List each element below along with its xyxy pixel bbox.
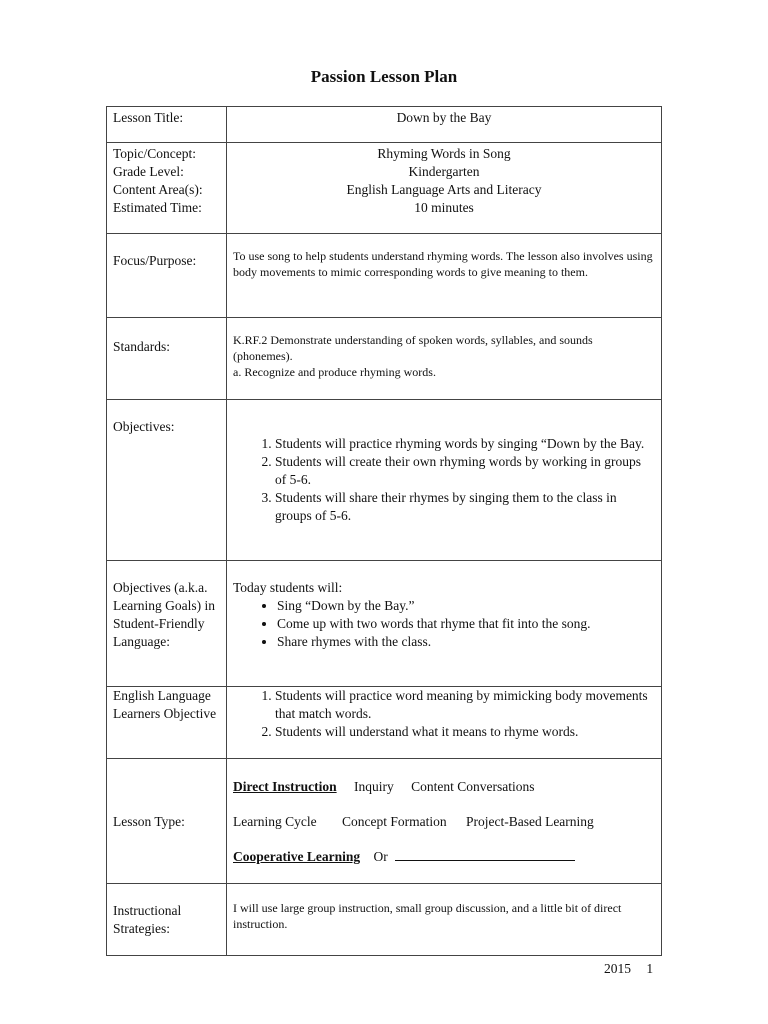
list-item: 1. Students will practice word meaning by mimicking body movements that match words. (275, 687, 655, 723)
lesson-type-content-conversations: Content Conversations (411, 779, 535, 794)
lesson-type-or: Or (373, 849, 388, 864)
lesson-title-value: Down by the Bay (227, 107, 662, 143)
standards-text (227, 318, 662, 400)
objectives-cell (227, 400, 662, 561)
standards-label: Standards: (107, 318, 227, 400)
lesson-type-learning-cycle: Learning Cycle (233, 814, 317, 829)
grade-level-label: Grade Level: (113, 164, 184, 179)
page-footer (604, 961, 665, 977)
objectives-label: Objectives: (107, 400, 227, 561)
estimated-time-label: Estimated Time: (113, 200, 202, 215)
list-item: • Sing “Down by the Bay.” (277, 597, 655, 615)
list-item: 2. Students will understand what it means to rhyme words. (275, 723, 655, 741)
table-row (107, 561, 662, 687)
lesson-type-row-2 (233, 813, 655, 831)
student-objectives-list (233, 597, 655, 651)
lesson-type-blank (395, 848, 575, 861)
ell-cell (227, 687, 662, 759)
table-row (107, 318, 662, 400)
standards-line-2: a. Recognize and produce rhyming words. (233, 365, 436, 379)
table-row (107, 687, 662, 759)
table-row (107, 107, 662, 143)
footer-year: 2015 (604, 961, 631, 976)
focus-label: Focus/Purpose: (107, 234, 227, 318)
student-objectives-cell (227, 561, 662, 687)
list-item: • Share rhymes with the class. (277, 633, 655, 651)
table-row (107, 759, 662, 884)
lesson-type-inquiry: Inquiry (354, 779, 394, 794)
table-row (107, 234, 662, 318)
list-item: • Come up with two words that rhyme that fit into the song. (277, 615, 655, 633)
list-item: 1. Students will practice rhyming words by singing “Down by the Bay. (275, 435, 655, 453)
topic-label: Topic/Concept: (113, 146, 197, 161)
table-row (107, 400, 662, 561)
topic-value: Rhyming Words in Song (377, 146, 511, 161)
table-row (107, 884, 662, 956)
table-row (107, 143, 662, 234)
grade-level-value: Kindergarten (408, 164, 480, 179)
list-item: 3. Students will share their rhymes by singing them to the class in groups of 5-6. (275, 489, 655, 525)
lesson-type-project-based: Project-Based Learning (465, 814, 594, 829)
lesson-plan-table (106, 106, 662, 956)
objectives-list (233, 435, 655, 525)
strategies-text: I will use large group instruction, small group discussion, and a little bit of direct instruction. (227, 884, 662, 956)
standards-line-1: K.RF.2 Demonstrate understanding of spoken words, syllables, and sounds (phonemes). (233, 333, 593, 363)
lesson-type-cell (227, 759, 662, 884)
topic-values (227, 143, 662, 234)
content-area-label: Content Area(s): (113, 182, 203, 197)
content-area-value: English Language Arts and Literacy (346, 182, 542, 197)
lesson-title-label: Lesson Title: (107, 107, 227, 143)
lesson-type-row-1 (233, 778, 655, 796)
lesson-type-cooperative-learning: Cooperative Learning (233, 849, 361, 864)
focus-text: To use song to help students understand rhyming words. The lesson also involves using body movements to mimic corresponding words to give meaning to them. (227, 234, 662, 318)
lesson-type-direct-instruction: Direct Instruction (233, 779, 337, 794)
estimated-time-value: 10 minutes (414, 200, 474, 215)
student-objectives-intro: Today students will: (233, 580, 343, 595)
strategies-label: Instructional Strategies: (107, 884, 227, 956)
topic-labels (107, 143, 227, 234)
lesson-type-concept-formation: Concept Formation (341, 814, 447, 829)
lesson-type-label: Lesson Type: (107, 759, 227, 884)
ell-list (233, 687, 655, 741)
ell-label: English Language Learners Objective (107, 687, 227, 759)
page-number: 1 (646, 961, 654, 976)
list-item: 2. Students will create their own rhyming words by working in groups of 5-6. (275, 453, 655, 489)
lesson-type-row-3 (233, 848, 655, 866)
student-objectives-label: Objectives (a.k.a. Learning Goals) in Student-Friendly Language: (107, 561, 227, 687)
page-title: Passion Lesson Plan (310, 67, 458, 86)
